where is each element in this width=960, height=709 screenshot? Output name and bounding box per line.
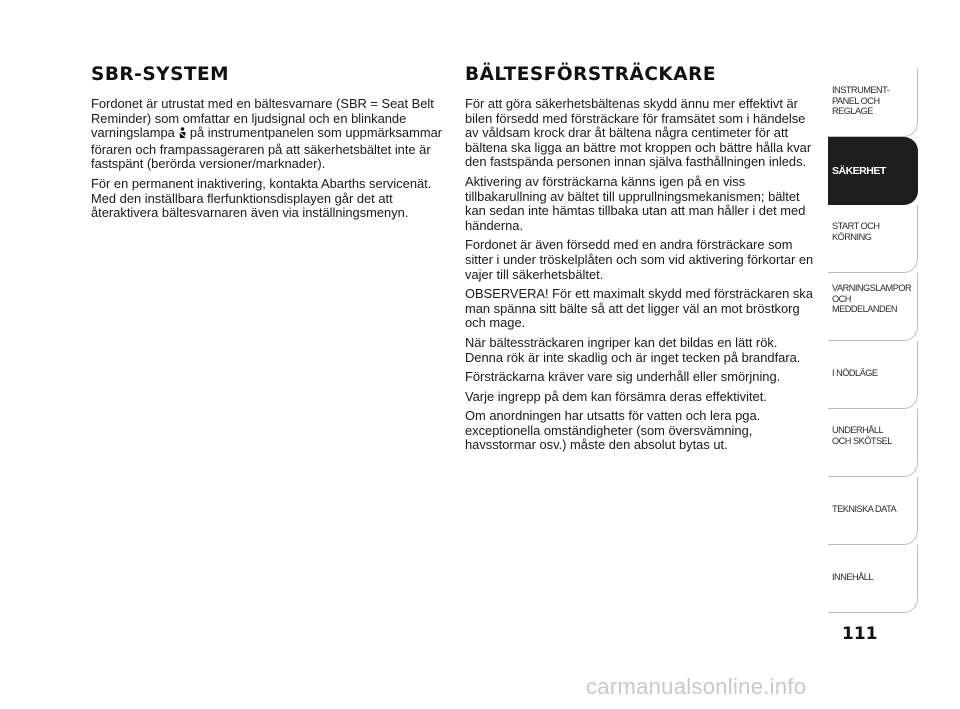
tab-label: UNDERHÅLL OCH SKÖTSEL (832, 425, 892, 446)
pretensioner-paragraph: Fordonet är även försedd med en andra försträckare som sitter i under tröskelplåten och som vid aktivering förkortar en vajer till säkerhetsbältet. (465, 237, 814, 282)
pretensioner-paragraph: Försträckarna kräver vare sig underhåll eller smörjning. (465, 369, 781, 385)
pretensioner-paragraph: Om anordningen har utsatts för vatten och lera pga. exceptionella omständigheter (som översvämning, havsstormar osv.) måste den absolut bytas ut. (465, 408, 761, 453)
tab-safety[interactable] (828, 137, 918, 205)
tab-emergency[interactable] (828, 341, 918, 409)
tab-maintenance[interactable] (828, 409, 918, 477)
chapter-tabs (828, 69, 918, 613)
sbr-system-heading: SBR-SYSTEM (91, 64, 230, 85)
page-number: 111 (842, 624, 878, 644)
tab-label: START OCH KÖRNING (832, 221, 880, 242)
sbr-paragraph-1 (91, 97, 443, 172)
tab-start-driving[interactable] (828, 205, 918, 273)
tab-label: INNEHÅLL (832, 572, 873, 582)
pretensioner-paragraph: När bältessträckaren ingriper kan det bildas en lätt rök. Denna rök är inte skadlig och är inget tecken på brandfara. (465, 334, 801, 365)
pretensioner-paragraph: Varje ingrepp på dem kan försämra deras effektivitet. (465, 388, 767, 404)
sbr-paragraph-2: För en permanent inaktivering, kontakta Abarths servicenät. Med den inställbara flerfunktionsdisplayen går det att återaktivera bältesvarnaren även via inställningsmenyn. (91, 175, 432, 221)
watermark: carmanualsonline.info (586, 674, 807, 699)
tab-label: TEKNISKA DATA (832, 504, 897, 514)
tab-instrument-panel[interactable] (828, 69, 918, 137)
pretensioner-heading: BÄLTESFÖRSTRÄCKARE (465, 64, 716, 85)
seat-belt-warning-icon (178, 127, 187, 143)
sbr-paragraph-1-text-b: på instrumentpanelen som uppmärksammar föraren och frampassageraren på att säkerhetsbältet inte är fastspänt (berörda versioner/marknader). (91, 125, 443, 172)
sbr-system-section (91, 64, 443, 226)
tab-label: SÄKERHET (832, 165, 886, 177)
tab-label: I NÖDLÄGE (832, 368, 878, 378)
tab-label: VARNINGSLAMPOR OCH MEDDELANDEN (832, 283, 912, 314)
pretensioner-section (465, 64, 815, 458)
pretensioner-paragraph: OBSERVERA! För ett maximalt skydd med försträckaren ska man spänna sitt bälte så att det ligger väl an mot bröstkorg och mage. (465, 286, 813, 331)
sbr-paragraph-1-text-a: Fordonet är utrustat med en bältesvarnare (SBR = Seat Belt Reminder) som omfattar en ljudsignal och en blinkande varningslampa (91, 96, 434, 141)
pretensioner-paragraph: Aktivering av försträckarna känns igen på en viss tillbakarullning av bältet till upprullningsmekanismen; bältet kan sedan inte hämtas tillbaka utan att man håller i det med händerna. (465, 173, 806, 233)
tab-technical-data[interactable] (828, 477, 918, 545)
tab-label: INSTRUMENT- PANEL OCH REGLAGE (832, 85, 890, 116)
tab-contents[interactable] (828, 545, 918, 613)
pretensioner-paragraph: För att göra säkerhetsbältenas skydd ännu mer effektivt är bilen försedd med försträckare för framsätet som i händelse av våldsam krock drar åt bältena några centimeter för att bältena ska ligga an bättre mot kroppen och bättre hålla kvar den fastspända personen innan själva fasthållningen inleds. (465, 96, 812, 170)
tab-warning-lights[interactable] (828, 273, 918, 341)
